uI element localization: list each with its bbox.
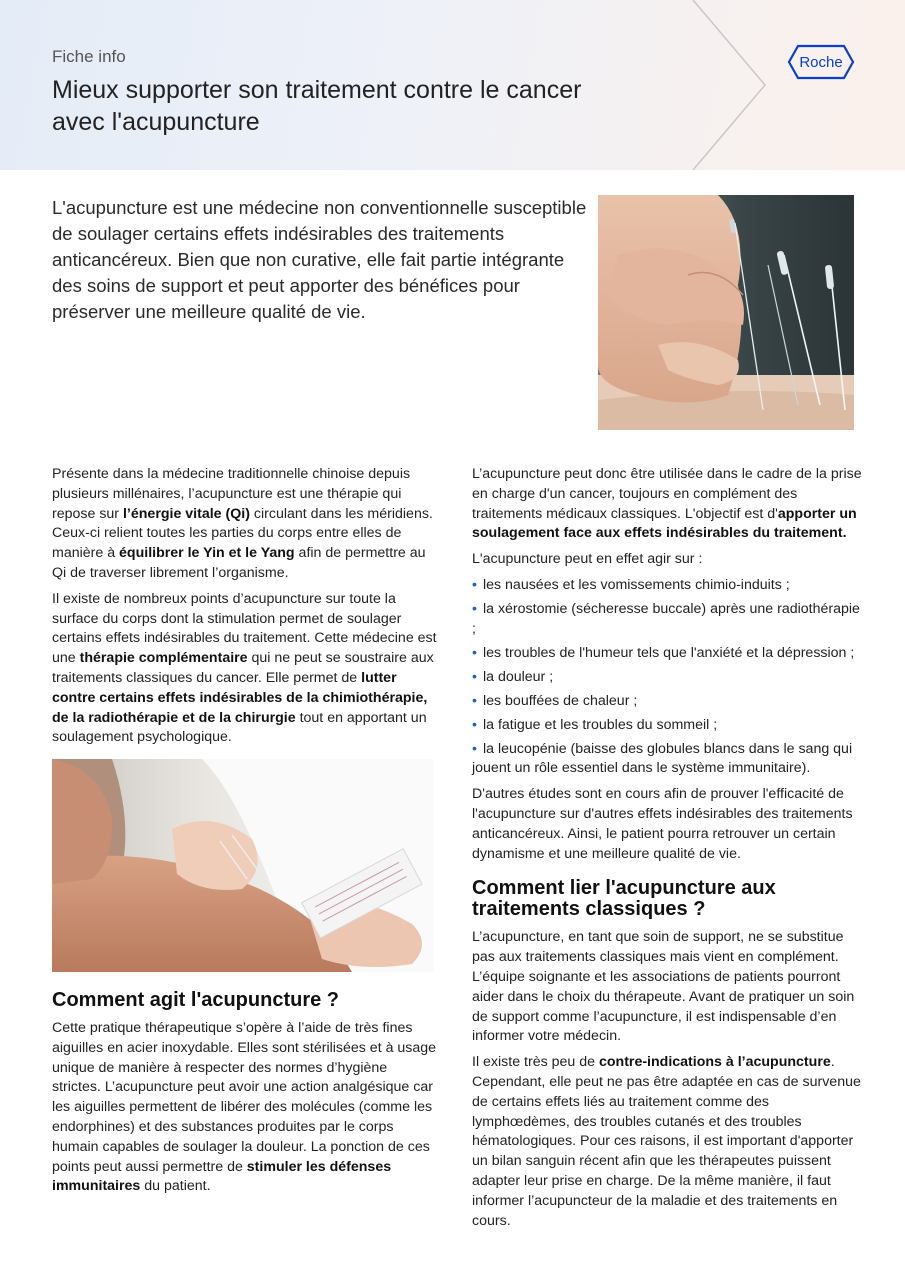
text-run: Présente dans la médecine traditionnelle chinoise depuis plusieurs millénaires, l’acupuncture est une thérapie qui repose sur: [52, 466, 411, 522]
list-item: • la xérostomie (sécheresse buccale) après une radiothérapie ;: [472, 600, 862, 640]
emphasis-defenses-immunitaires: stimuler les défenses immunitaires: [52, 1158, 392, 1195]
text-run: du patient.: [140, 1178, 211, 1195]
intro-paragraph: L'acupuncture est une médecine non conventionnelle susceptible de soulager certains effets indésirables des traitements anticancéreux. Bien que non curative, elle fait partie intégrante des soins de support et peut apporter des bénéfices pour préserver une meilleure qualité de vie.: [52, 197, 587, 322]
list-item: • les bouffées de chaleur ;: [472, 692, 862, 712]
paragraph-soin-support: L’acupuncture, en tant que soin de support, ne se substitue pas aux traitements classiques mais vient en complément. L’équipe soignante et les associations de patients pourront aider dans le choix du thérapeute. Avant de pratiquer un soin de support comme l’acupuncture, il est indispensable d’en informer votre médecin.: [472, 929, 855, 1045]
emphasis-contre-indications: contre-indications à l’acupuncture: [598, 1054, 831, 1071]
text-run: afin de permettre au Qi de traverser librement l’organisme.: [52, 545, 426, 581]
emphasis-lutter-effets: lutter contre certains effets indésirables de la chimiothérapie, de la radiothérapie et de la chirurgie: [52, 669, 428, 726]
paragraph-contre-indications: [472, 1053, 862, 1231]
emphasis-energie-vitale: l’énergie vitale (Qi): [122, 505, 250, 522]
paragraph-points: [52, 590, 437, 748]
left-column-bottom: [52, 990, 437, 1203]
right-column: [472, 465, 862, 1237]
list-item: • les troubles de l'humeur tels que l'anxiété et la dépression ;: [472, 644, 862, 664]
text-run: circulant dans les méridiens. Ceux-ci relient toutes les parties du corps entre elles de manière à: [52, 505, 433, 562]
text-run: L’acupuncture peut donc être utilisée dans le cadre de la prise en charge d'un cancer, toujours en complément des traitements médicaux classiques. L'objectif est d': [472, 466, 862, 522]
header-banner: [0, 0, 905, 170]
text-run: Cette pratique thérapeutique s’opère à l’aide de très fines aiguilles en acier inoxydable. Elles sont stérilisées et à usage unique de manière à respecter des normes d’hygiène strictes. L’acupuncture peut avoir une action analgésique car les aiguilles permettent de libérer des molécules (comme les endorphines) et des substances produites par le corps humain capables de soulager la douleur. La ponction de ces points peut aussi permettre de: [52, 1020, 437, 1175]
roche-logo: [787, 44, 855, 80]
emphasis-yin-yang: équilibrer le Yin et le Yang: [119, 545, 295, 562]
paragraph-utilisation: [472, 465, 862, 544]
text-run: qui ne peut se soustraire aux traitements classiques du cancer. Elle permet de: [52, 650, 434, 686]
title-line-2: avec l'acupuncture: [52, 108, 260, 136]
acupuncture-needles-photo: [598, 195, 854, 430]
paragraph-action: [52, 1019, 437, 1197]
text-run: Il existe très peu de: [472, 1054, 599, 1071]
list-intro: L'acupuncture peut en effet agir sur :: [472, 551, 703, 568]
text-run: . Cependant, elle peut ne pas être adaptée en cas de survenue de certains effets liés au traitement comme des lymphœdèmes, des troubles cutanés et des troubles hématologiques. Pour ces raisons, il est important d'apporter un bilan sanguin récent afin que les thérapeutes puissent adapter leur prise en charge. De la même manière, il faut informer l’acupuncteur de la maladie et des traitements en cours.: [472, 1054, 861, 1229]
emphasis-therapie-complementaire: thérapie complémentaire: [79, 650, 248, 667]
text-run: Il existe de nombreux points d’acupuncture sur toute la surface du corps dont la stimulation permet de soulager certains effets indésirables du traitement. Cette médecine est une: [52, 590, 437, 667]
left-column-top: [52, 465, 437, 754]
list-item: • la douleur ;: [472, 668, 862, 688]
emphasis-soulagement: apporter un soulagement face aux effets indésirables du traitement.: [472, 505, 857, 542]
paragraph-qi: [52, 465, 437, 584]
list-item: • les nausées et les vomissements chimio-induits ;: [472, 576, 862, 596]
heading-comment-agit: Comment agit l'acupuncture ?: [52, 989, 340, 1011]
text-run: tout en apportant un soulagement psychologique.: [52, 709, 427, 746]
title-line-1: Mieux supporter son traitement contre le cancer: [52, 76, 582, 104]
paragraph-etudes: D'autres études sont en cours afin de prouver l'efficacité de l'acupuncture sur d'autres effets indésirables des traitements anticancéreux. Ainsi, le patient pourra retrouver un certain dynamisme et une meilleure qualité de vie.: [472, 786, 853, 862]
list-item: • la leucopénie (baisse des globules blancs dans le sang qui jouent un rôle essentiel dans le système immunitaire).: [472, 740, 862, 780]
document-title: [52, 74, 652, 138]
effects-list: [472, 576, 862, 779]
heading-comment-lier: Comment lier l'acupuncture aux traitements classiques ?: [472, 877, 776, 921]
list-item: • la fatigue et les troubles du sommeil ;: [472, 716, 862, 736]
acupuncture-treatment-photo: [52, 759, 434, 972]
roche-logo-text: Roche: [799, 54, 843, 71]
document-kicker: Fiche info: [52, 47, 126, 66]
